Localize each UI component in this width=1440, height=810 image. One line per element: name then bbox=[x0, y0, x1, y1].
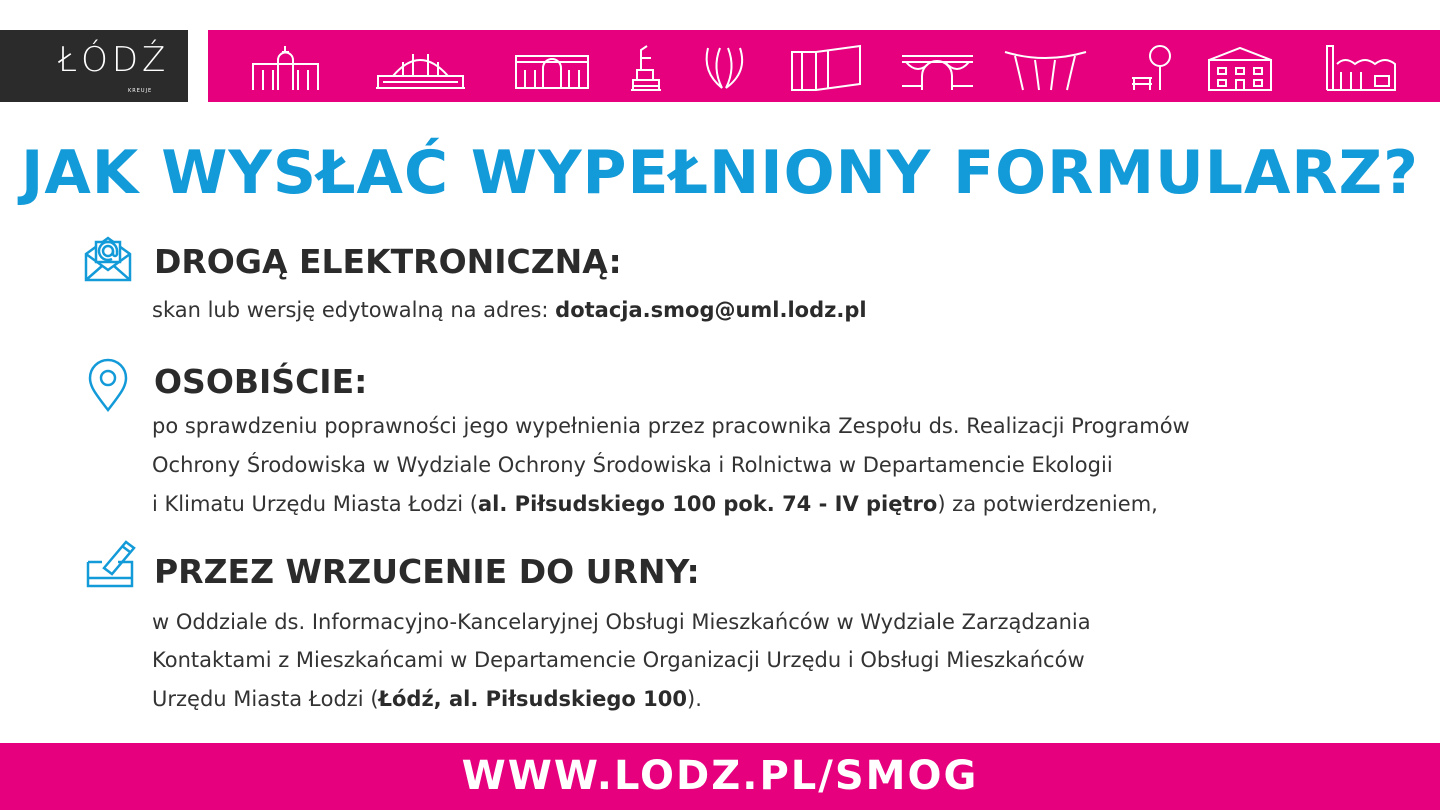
ballot-box-line-1: w Oddziale ds. Informacyjno-Kancelaryjnej Obsługi Mieszkańców w Wydziale Zarządzania bbox=[152, 610, 1091, 634]
in-person-heading: OSOBIŚCIE: bbox=[154, 362, 368, 401]
book-icon bbox=[788, 42, 863, 92]
email-text: skan lub wersję edytowalną na adres: dotacja.smog@uml.lodz.pl bbox=[152, 298, 867, 322]
ballot-box-line-2: Kontaktami z Mieszkańcami w Departamencie Organizacji Urzędu i Obsługi Mieszkańców bbox=[152, 648, 1085, 672]
email-heading: DROGĄ ELEKTRONICZNĄ: bbox=[154, 242, 622, 281]
palace-icon bbox=[1206, 42, 1274, 92]
email-address[interactable]: dotacja.smog@uml.lodz.pl bbox=[555, 298, 867, 322]
station-icon bbox=[373, 42, 468, 92]
in-person-line-3: i Klimatu Urzędu Miasta Łodzi (al. Piłsudskiego 100 pok. 74 - IV piętro) za potwierdzeniem, bbox=[152, 492, 1158, 516]
envelope-email-icon bbox=[82, 232, 134, 284]
city-logo bbox=[0, 30, 188, 102]
gate-icon bbox=[248, 42, 323, 92]
footer-url[interactable]: WWW.LODZ.PL/SMOG bbox=[461, 753, 979, 799]
monument-icon bbox=[623, 42, 668, 92]
bridge-icon bbox=[900, 42, 975, 92]
logo-tagline: KREUJE bbox=[128, 88, 153, 94]
ballot-box-line-3: Urzędu Miasta Łodzi (Łódź, al. Piłsudskiego 100). bbox=[152, 687, 702, 711]
location-pin-icon bbox=[82, 358, 134, 414]
footer-banner bbox=[0, 743, 1440, 810]
stadium-icon bbox=[1003, 42, 1088, 92]
landmark-icon-strip bbox=[208, 30, 1440, 102]
page-title: JAK WYSŁAĆ WYPEŁNIONY FORMULARZ? bbox=[21, 138, 1419, 208]
in-person-line-2: Ochrony Środowiska w Wydziale Ochrony Środowiska i Rolnictwa w Departamencie Ekologii bbox=[152, 453, 1113, 477]
ballot-box-icon bbox=[82, 534, 138, 590]
leaf-icon bbox=[700, 42, 750, 92]
logo-text: ŁÓDŹ bbox=[58, 40, 170, 80]
ballot-box-heading: PRZEZ WRZUCENIE DO URNY: bbox=[154, 552, 700, 591]
building-icon bbox=[513, 42, 591, 92]
factory-icon bbox=[1323, 42, 1398, 92]
in-person-line-1: po sprawdzeniu poprawności jego wypełnienia przez pracownika Zespołu ds. Realizacji Programów bbox=[152, 414, 1190, 438]
park-icon bbox=[1128, 42, 1178, 92]
